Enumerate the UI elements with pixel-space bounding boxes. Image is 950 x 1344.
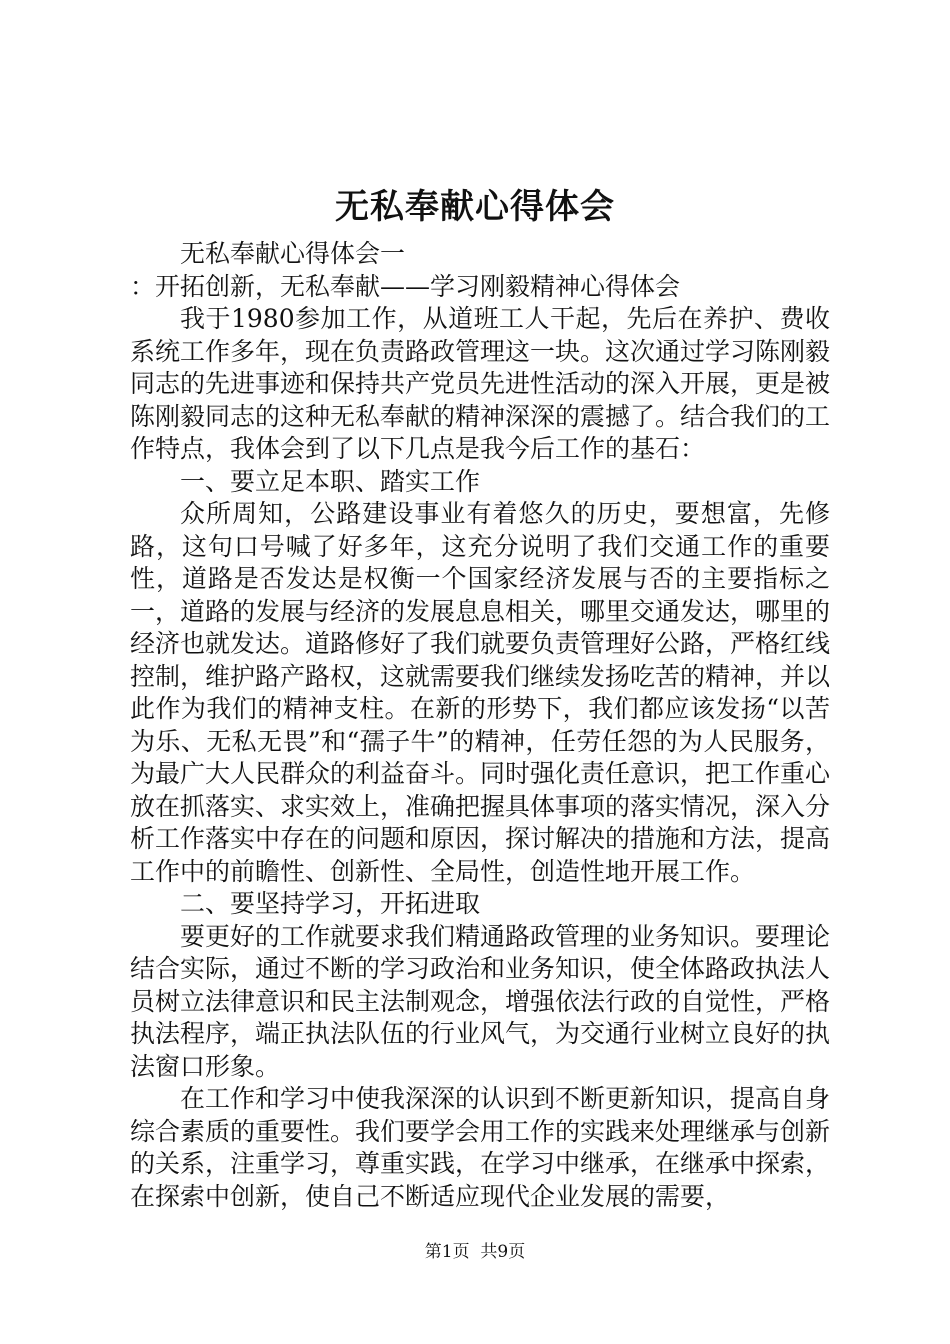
section-heading-2: 二、要坚持学习，开拓进取 xyxy=(180,889,481,918)
page-footer xyxy=(0,1240,950,1264)
paragraph-subtitle: 无私奉献心得体会一 xyxy=(180,239,406,268)
section-heading-1: 一、要立足本职、踏实工作 xyxy=(180,466,481,496)
paragraph-heading-line: ：开拓创新，无私奉献——学习刚毅精神心得体会 xyxy=(130,271,681,301)
paragraph-section-2b: 在工作和学习中使我深深的认识到不断更新知识，提高自身综合素质的重要性。我们要学会用工作的实践来处理继承与创新的关系，注重学习，尊重实践，在学习中继承，在继承中探索，在探索中创新，使自己不断适应现代企业发展的需要， xyxy=(130,1084,831,1211)
paragraph-section-1: 众所周知，公路建设事业有着悠久的历史，要想富，先修路，这句口号喊了好多年，这充分说明了我们交通工作的重要性，道路是否发达是权衡一个国家经济发展与否的主要指标之一，道路的发展与经济的发展息息相关，哪里交通发达，哪里的经济也就发达。道路修好了我们就要负责管理好公路，严格红线控制，维护路产路权，这就需要我们继续发扬吃苦的精神，并以此作为我们的精神支柱。在新的形势下，我们都应该发扬“以苦为乐、无私无畏”和“孺子牛”的精神，任劳任怨的为人民服务，为最广大人民群众的利益奋斗。同时强化责任意识，把工作重心放在抓落实、求实效上，准确把握具体事项的落实情况，深入分析工作落实中存在的问题和原因，探讨解决的措施和方法，提高工作中的前瞻性、创新性、全局性，创造性地开展工作。 xyxy=(130,499,831,886)
document-body xyxy=(130,238,830,1213)
paragraph-intro: 我于1980参加工作，从道班工人干起，先后在养护、费收系统工作多年，现在负责路政管理这一块。这次通过学习陈刚毅同志的先进事迹和保持共产党员先进性活动的深入开展，更是被陈刚毅同志的这种无私奉献的精神深深的震撼了。结合我们的工作特点，我体会到了以下几点是我今后工作的基石： xyxy=(130,304,831,463)
document-title: 无私奉献心得体会 xyxy=(335,187,615,227)
page-total: 共9页 xyxy=(480,1242,526,1262)
page-number: 第1页 xyxy=(424,1242,470,1262)
paragraph-section-2: 要更好的工作就要求我们精通路政管理的业务知识。要理论结合实际，通过不断的学习政治和业务知识，使全体路政执法人员树立法律意识和民主法制观念，增强依法行政的自觉性，严格执法程序，端正执法队伍的行业风气，为交通行业树立良好的执法窗口形象。 xyxy=(130,921,831,1081)
